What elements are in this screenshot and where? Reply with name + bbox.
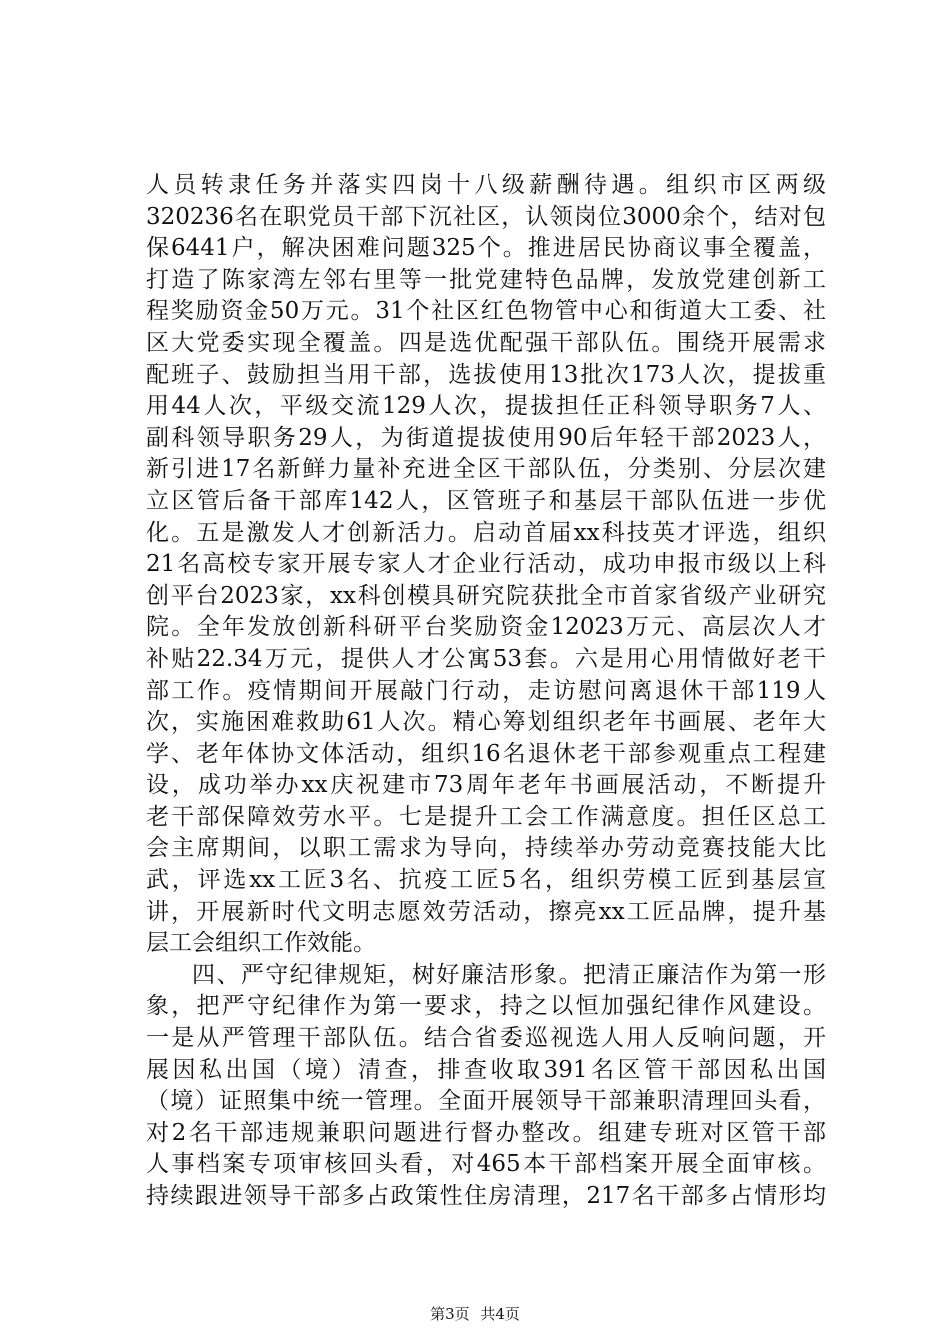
- text-line: 讲，开展新时代文明志愿效劳活动，擦亮xx工匠品牌，提升基: [146, 898, 826, 925]
- section-heading-line: 四、严守纪律规矩，树好廉洁形象。把清正廉洁作为第一形: [192, 961, 826, 988]
- text-line: 新引进17名新鲜力量补充进全区干部队伍，分类别、分层次建: [146, 456, 826, 483]
- text-line: 次，实施困难救助61人次。精心筹划组织老年书画展、老年大: [146, 709, 826, 736]
- text-line: 21名高校专家开展专家人才企业行活动，成功申报市级以上科: [146, 551, 826, 578]
- text-line: 持续跟进领导干部多占政策性住房清理，217名干部多占情形均: [146, 1183, 826, 1209]
- text-line: 用44人次，平级交流129人次，提拔担任正科领导职务7人、: [146, 393, 826, 420]
- text-line: 人事档案专项审核回头看，对465本干部档案开展全面审核。: [146, 1151, 826, 1178]
- text-line: 人员转隶任务并落实四岗十八级薪酬待遇。组织市区两级: [146, 172, 826, 198]
- page-number: 第3页: [430, 1305, 470, 1323]
- text-line: 保6441户，解决困难问题325个。推进居民协商议事全覆盖，: [146, 235, 826, 262]
- text-line: 设，成功举办xx庆祝建市73周年老年书画展活动，不断提升: [146, 772, 826, 799]
- text-line: 副科领导职务29人，为街道提拔使用90后年轻干部2023人，: [146, 424, 826, 451]
- text-line: 区大党委实现全覆盖。四是选优配强干部队伍。围绕开展需求: [146, 329, 826, 356]
- text-line: 会主席期间，以职工需求为导向，持续举办劳动竞赛技能大比: [146, 835, 826, 862]
- page-total: 共4页: [480, 1305, 520, 1323]
- paragraph-2: [146, 960, 826, 1213]
- text-line: 学、老年体协文体活动，组织16名退休老干部参观重点工程建: [146, 740, 826, 767]
- text-line: 打造了陈家湾左邻右里等一批党建特色品牌，发放党建创新工: [146, 266, 826, 293]
- text-line: （境）证照集中统一管理。全面开展领导干部兼职清理回头看，: [146, 1088, 826, 1115]
- text-line: 院。全年发放创新科研平台奖励资金12023万元、高层次人才: [146, 614, 826, 641]
- document-body: [146, 170, 826, 1213]
- text-line: 一是从严管理干部队伍。结合省委巡视选人用人反响问题，开: [146, 1025, 826, 1052]
- text-line: 立区管后备干部库142人，区管班子和基层干部队伍进一步优: [146, 487, 826, 514]
- text-line: 象，把严守纪律作为第一要求，持之以恒加强纪律作风建设。: [146, 993, 826, 1020]
- paragraph-1: [146, 170, 826, 960]
- text-line: 化。五是激发人才创新活力。启动首届xx科技英才评选，组织: [146, 519, 826, 546]
- text-line: 武，评选xx工匠3名、抗疫工匠5名，组织劳模工匠到基层宣: [146, 867, 826, 894]
- text-line: 配班子、鼓励担当用干部，选拔使用13批次173人次，提拔重: [146, 361, 826, 388]
- text-line: 展因私出国（境）清查，排查收取391名区管干部因私出国: [146, 1056, 826, 1083]
- text-line: 老干部保障效劳水平。七是提升工会工作满意度。担任区总工: [146, 803, 826, 830]
- text-line: 对2名干部违规兼职问题进行督办整改。组建专班对区管干部: [146, 1119, 826, 1146]
- page-footer: [0, 1303, 950, 1324]
- text-line: 层工会组织工作效能。: [146, 930, 376, 957]
- text-line: 创平台2023家，xx科创模具研究院获批全市首家省级产业研究: [146, 582, 826, 609]
- text-line: 部工作。疫情期间开展敲门行动，走访慰问离退休干部119人: [146, 677, 826, 704]
- text-line: 程奖励资金50万元。31个社区红色物管中心和街道大工委、社: [146, 298, 826, 325]
- text-line: 320236名在职党员干部下沉社区，认领岗位3000余个，结对包: [146, 203, 826, 230]
- text-line: 补贴22.34万元，提供人才公寓53套。六是用心用情做好老干: [146, 645, 826, 672]
